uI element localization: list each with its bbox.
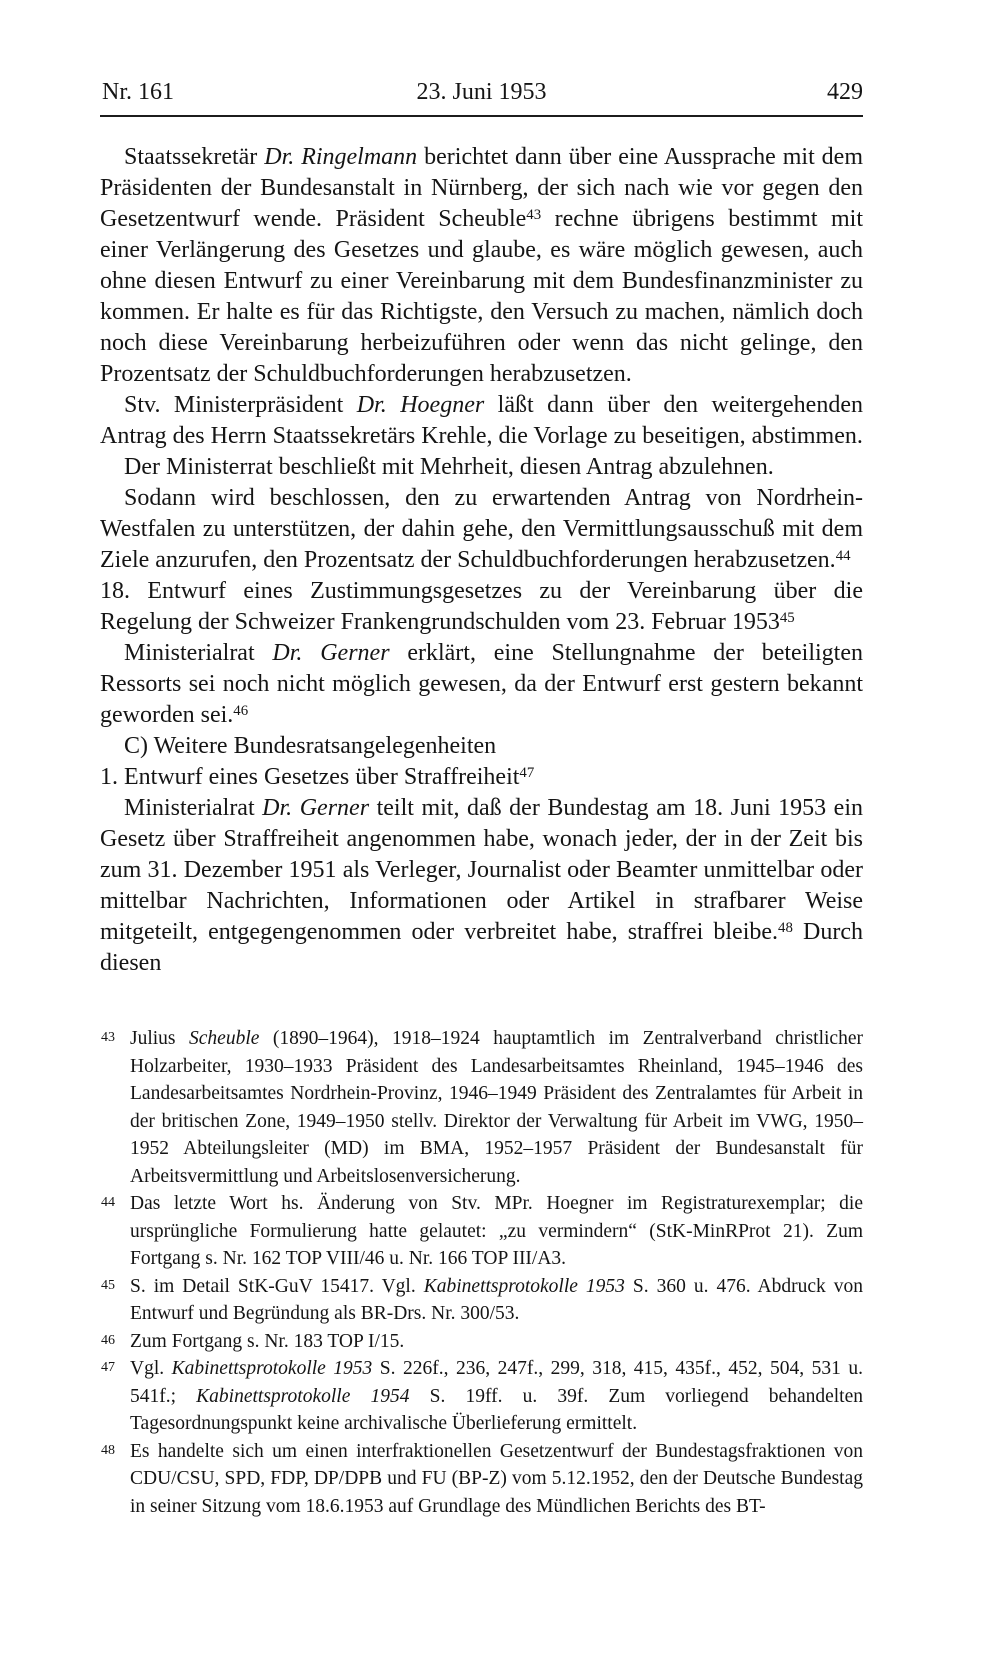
document-number: Nr. 161 xyxy=(102,79,174,105)
footnote-text: Das letzte Wort hs. Änderung von Stv. MPr. Hoegner im Registraturexemplar; die ursprüngliche Formulierung hatte gelautet: „zu vermindern“ (StK-MinRProt 21). Zum Fortgang s. Nr. 162 TOP VIII/46 u. Nr. 166 TOP III/A3. xyxy=(130,1193,863,1269)
footnote-48 xyxy=(100,1438,863,1521)
footnotes-section xyxy=(100,1025,863,1520)
footnote-text: S. im Detail StK-GuV 15417. Vgl. Kabinettsprotokolle 1953 S. 360 u. 476. Abdruck von Entwurf und Begründung als BR-Drs. Nr. 300/53. xyxy=(130,1275,864,1324)
paragraph-ringelmann: Staatssekretär Dr. Ringelmann berichtet dann über eine Aussprache mit dem Präsidenten der Bundesanstalt in Nürnberg, der sich nach wie vor gegen den Gesetzentwurf wende. Präsident Scheuble$^{43}$ rechne übrigens bestimmt mit einer Verlängerung des Gesetzes und glaube, es wäre möglich gewesen, auch ohne diesen Entwurf zu einer Vereinbarung mit dem Bundesfinanzminister zu kommen. Er halte es für das Richtigste, den Versuch zu machen, nämlich doch noch diese Vereinbarung herbeizuführen oder wenn das nicht gelinge, den Prozentsatz der Schuldbuchforderungen herabzusetzen. xyxy=(100,144,864,387)
footnote-text: Zum Fortgang s. Nr. 183 TOP I/15. xyxy=(130,1330,405,1352)
footnote-44 xyxy=(100,1190,863,1273)
footnote-number: 45 xyxy=(101,1277,115,1293)
header-rule xyxy=(100,115,863,117)
footnote-number: 43 xyxy=(101,1030,115,1045)
page-number: 429 xyxy=(827,79,863,105)
paragraph-hoegner: Stv. Ministerpräsident Dr. Hoegner läßt dann über den weitergehenden Antrag des Herrn Staatssekretärs Krehle, die Vorlage zu beseitigen, abstimmen. xyxy=(100,392,863,449)
footnote-45 xyxy=(100,1273,863,1328)
paragraph-sodann: Sodann wird beschlossen, den zu erwartenden Antrag von Nordrhein-Westfalen zu unterstützen, der dahin gehe, den Vermittlungsausschuß mit dem Ziele anzurufen, den Prozentsatz der Schuldbuchforderungen herabzusetzen.$^{44}$ xyxy=(100,485,863,573)
document-date: 23. Juni 1953 xyxy=(416,79,547,105)
agenda-item-18: 18. Entwurf eines Zustimmungsgesetzes zu der Vereinbarung über die Regelung der Schweizer Frankengrundschulden vom 23. Februar 1953$^{45}$ xyxy=(100,578,863,635)
footnote-47 xyxy=(100,1355,863,1438)
paragraph-ministerrat: Der Ministerrat beschließt mit Mehrheit, diesen Antrag abzulehnen. xyxy=(124,454,774,480)
footnote-number: 44 xyxy=(101,1195,115,1210)
section-heading-c: C) Weitere Bundesratsangelegenheiten xyxy=(124,733,497,759)
footnote-text: Es handelte sich um einen interfraktionellen Gesetzentwurf der Bundestagsfraktionen von CDU/CSU, SPD, FDP, DP/DPB und FU (BP-Z) vom 5.12.1952, den der Deutsche Bundestag in seiner Sitzung vom 18.6.1953 auf Grundlage des Mündlichen Berichts des BT- xyxy=(130,1440,863,1517)
footnote-text: Vgl. Kabinettsprotokolle 1953 S. 226f., 236, 247f., 299, 318, 415, 435f., 452, 504, 531 u. 541f.; Kabinettsprotokolle 1954 S. 19ff. u. 39f. Zum vorliegend behandelten Tagesordnungspunkt keine archivalische Überlieferung ermittelt. xyxy=(130,1358,864,1434)
paragraph-gerner-teilt-mit: Ministerialrat Dr. Gerner teilt mit, daß der Bundestag am 18. Juni 1953 ein Gesetz über Straffreiheit angenommen habe, wonach jeder, der in der Zeit bis zum 31. Dezember 1951 als Verleger, Journalist oder Beamter unmittelbar oder mittelbar Nachrichten, Informationen oder Artikel in strafbarer Weise mitgeteilt, entgegengenommen oder verbreitet habe, straffrei bleibe.$^{48}$ Durch diesen xyxy=(100,795,864,976)
footnote-number: 48 xyxy=(101,1442,115,1458)
agenda-item-1: 1. Entwurf eines Gesetzes über Straffreiheit$^{47}$ xyxy=(100,764,535,790)
body-text xyxy=(100,142,863,979)
footnote-43 xyxy=(100,1025,863,1190)
footnote-number: 47 xyxy=(101,1360,115,1375)
paragraph-gerner-erklaert: Ministerialrat Dr. Gerner erklärt, eine Stellungnahme der beteiligten Ressorts sei noch nicht möglich gewesen, da der Entwurf erst gestern bekannt geworden sei.$^{46}$ xyxy=(100,640,864,728)
footnote-number: 46 xyxy=(101,1332,115,1348)
page-header xyxy=(100,78,863,106)
footnote-46 xyxy=(100,1328,863,1356)
footnote-text: Julius Scheuble (1890–1964), 1918–1924 hauptamtlich im Zentralverband christlicher Holzarbeiter, 1930–1933 Präsident des Landesarbeitsamtes Rheinland, 1945–1946 des Landesarbeitsamtes Nordrhein-Provinz, 1946–1949 Präsident des Zentralamtes für Arbeit in der britischen Zone, 1949–1950 stellv. Direktor der Verwaltung für Arbeit im VWG, 1950–1952 Abteilungsleiter (MD) im BMA, 1952–1957 Präsident der Bundesanstalt für Arbeitsvermittlung und Arbeitslosenversicherung. xyxy=(130,1028,863,1187)
